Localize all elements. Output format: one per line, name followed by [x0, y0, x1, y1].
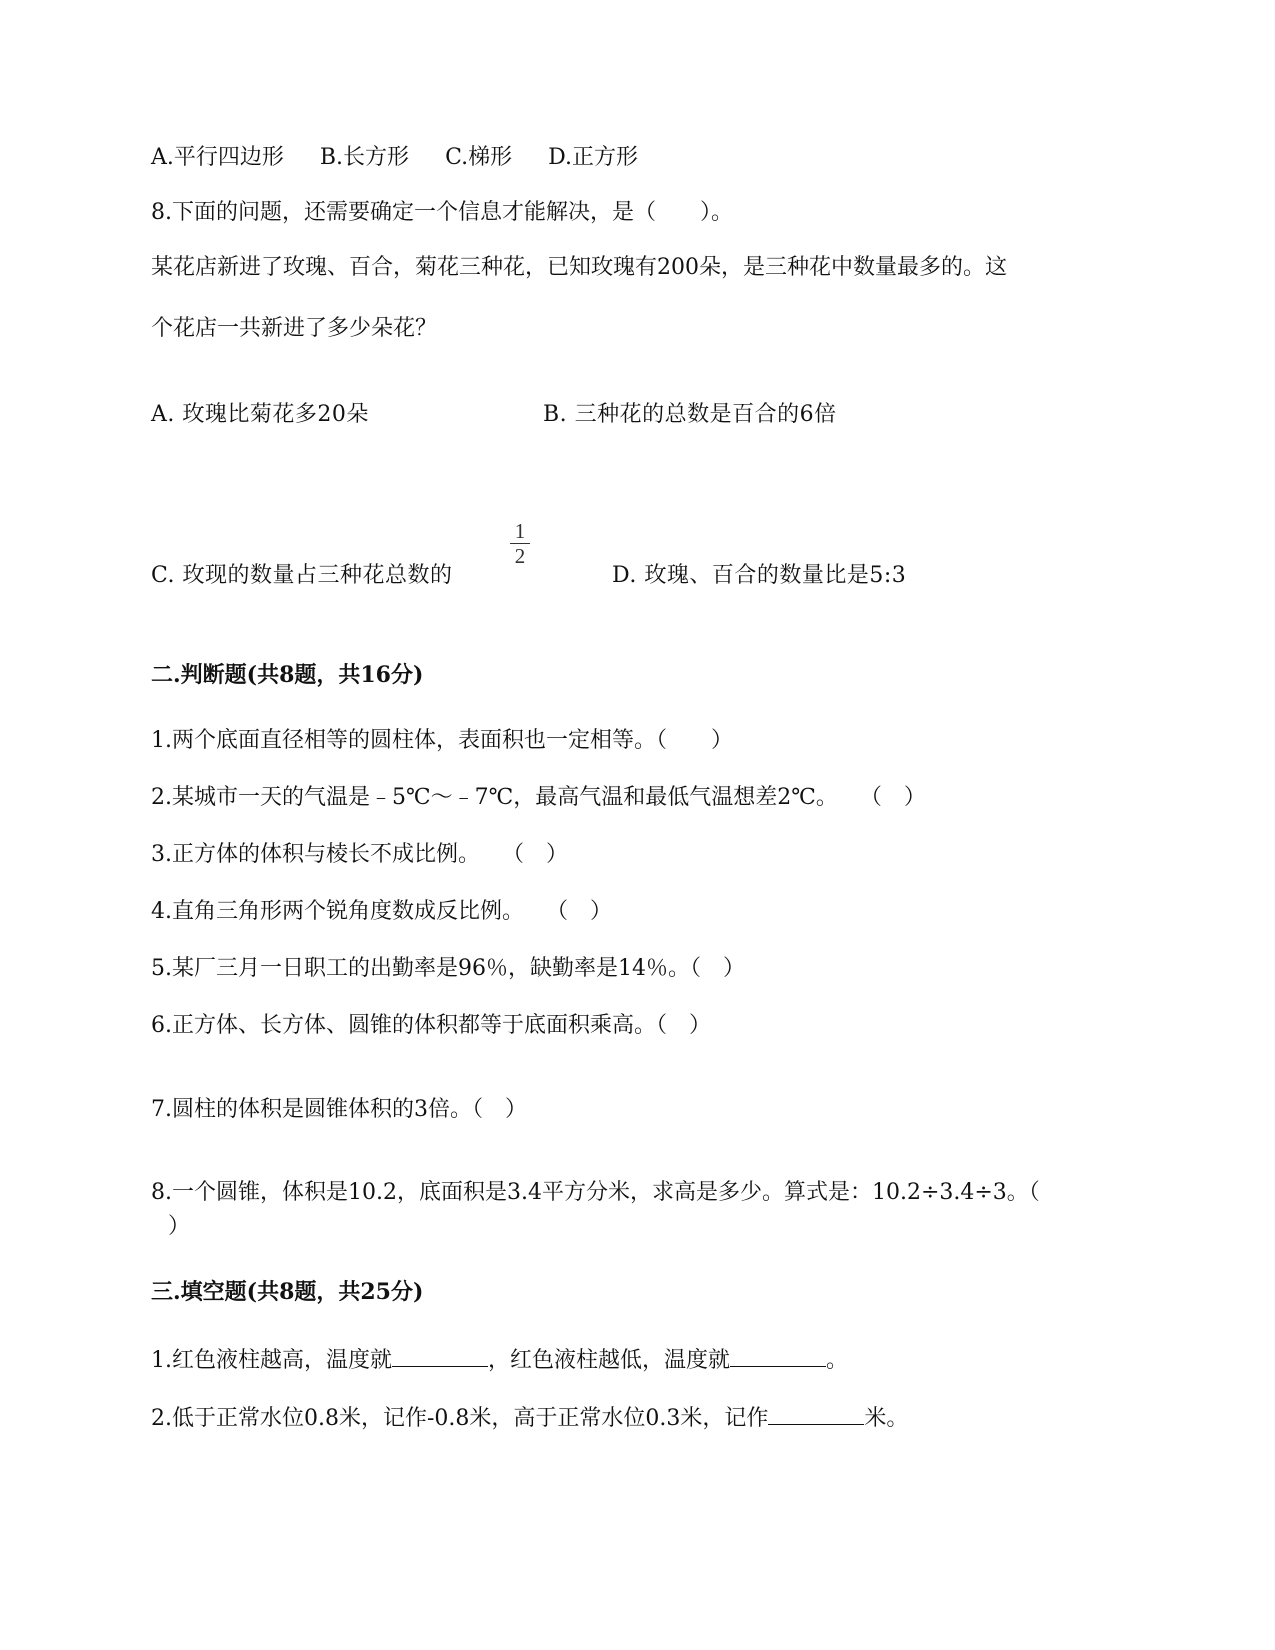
section2-item-6: 6.正方体、长方体、圆锥的体积都等于底面积乘高。（ ） — [151, 1013, 711, 1038]
q7-option-a: A.平行四边形 — [151, 145, 284, 170]
section2-item-3: 3.正方体的体积与棱长不成比例。 （ ） — [151, 842, 568, 867]
section3-q2-text1: 2.低于正常水位0.8米，记作-0.8米，高于正常水位0.3米，记作 — [151, 1406, 769, 1431]
section2-heading: 二.判断题(共8题，共16分) — [151, 662, 424, 688]
section2-item-8-wrap: ） — [168, 1214, 191, 1239]
section2-item-1: 1.两个底面直径相等的圆柱体，表面积也一定相等。（ ） — [151, 728, 733, 753]
answer-blank-2[interactable] — [730, 1344, 826, 1367]
q7-option-b: B.长方形 — [319, 145, 410, 170]
section3-q2-text2: 米。 — [864, 1406, 909, 1431]
fraction-one-half — [506, 520, 534, 567]
section3-q1-text3: 。 — [826, 1348, 849, 1373]
q8-stem: 8.下面的问题，还需要确定一个信息才能解决，是（ ）。 — [151, 200, 733, 225]
fraction-denominator: 2 — [514, 544, 526, 568]
q8-context-line1: 某花店新进了玫瑰、百合，菊花三种花，已知玫瑰有200朵，是三种花中数量最多的。这 — [151, 255, 1007, 280]
section3-q1-text2: ，红色液柱越低，温度就 — [488, 1348, 731, 1373]
q8-context-line2: 个花店一共新进了多少朵花？ — [151, 316, 438, 341]
section3-heading: 三.填空题(共8题，共25分) — [151, 1279, 424, 1305]
q8-option-a: A. 玫瑰比菊花多20朵 — [151, 402, 369, 427]
section2-item-2: 2.某城市一天的气温是﹣5℃～﹣7℃，最高气温和最低气温想差2℃。 （ ） — [151, 785, 926, 810]
q7-option-d: D.正方形 — [548, 145, 638, 170]
section2-item-7: 7.圆柱的体积是圆锥体积的3倍。（ ） — [151, 1097, 527, 1122]
q8-option-d: D. 玫瑰、百合的数量比是5:3 — [612, 563, 907, 588]
section3-q1 — [151, 1344, 848, 1376]
section2-item-8: 8.一个圆锥，体积是10.2，底面积是3.4平方分米，求高是多少。算式是：10.2÷3.4÷3。（ — [151, 1180, 1040, 1205]
section3-q1-text1: 1.红色液柱越高，温度就 — [151, 1348, 392, 1373]
answer-blank-1[interactable] — [392, 1344, 488, 1367]
section3-q2 — [151, 1402, 908, 1434]
fraction-numerator: 1 — [514, 519, 526, 543]
section2-item-5: 5.某厂三月一日职工的出勤率是96％，缺勤率是14％。（ ） — [151, 956, 745, 981]
q7-option-c: C.梯形 — [445, 145, 513, 170]
section2-item-4: 4.直角三角形两个锐角度数成反比例。 （ ） — [151, 899, 612, 924]
q8-option-c: C. 玫现的数量占三种花总数的 — [151, 563, 453, 588]
answer-blank-3[interactable] — [768, 1402, 864, 1425]
q8-option-b: B. 三种花的总数是百合的6倍 — [543, 402, 837, 427]
q7-options-row — [151, 143, 674, 173]
